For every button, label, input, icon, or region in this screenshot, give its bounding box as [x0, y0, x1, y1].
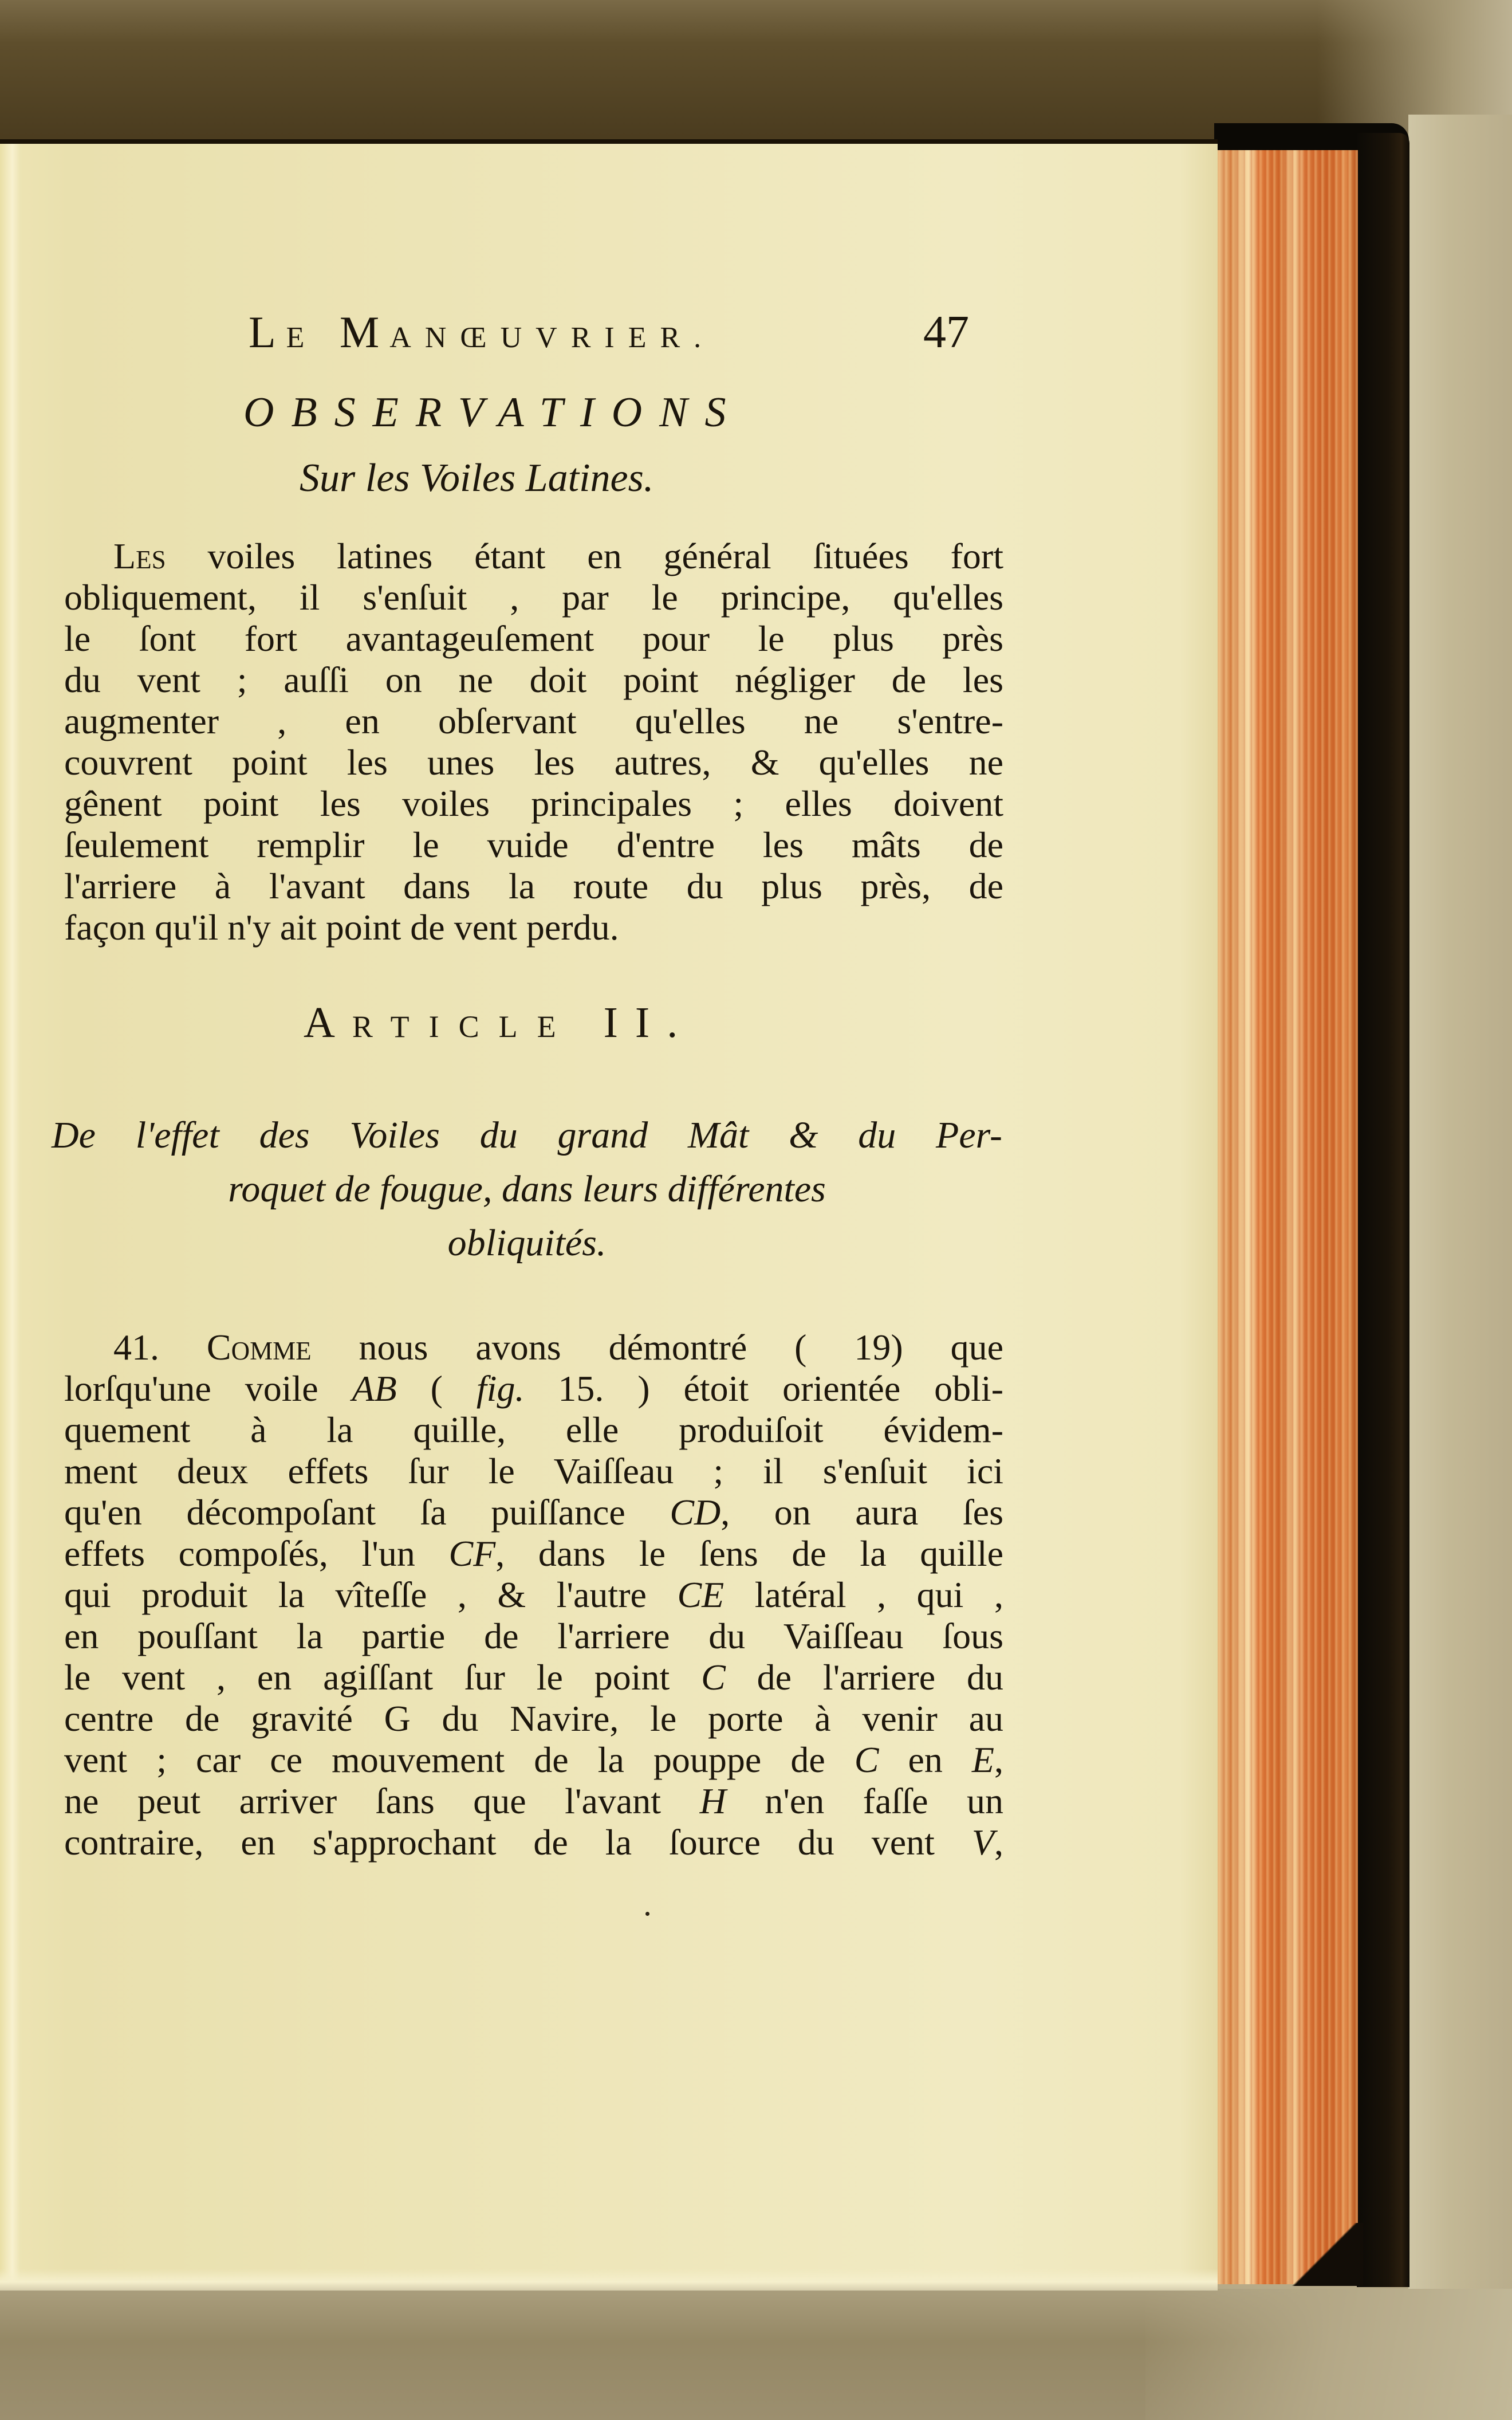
background-top: [0, 0, 1512, 143]
text-line: [64, 1533, 1003, 1574]
line-text: vent ; car ce mouvement de la pouppe de: [64, 1739, 855, 1780]
line-text: 15. ) étoit orientée obli-: [524, 1368, 1004, 1409]
section-heading-line: De l'effet des Voiles du grand Mât & du Per-: [52, 1114, 1002, 1156]
text-line: [64, 1781, 1003, 1822]
page-fore-edge: [1218, 150, 1358, 2284]
line-text: de l'arriere du: [725, 1657, 1003, 1698]
page-top-edge: [0, 139, 1218, 144]
figure-label: AB: [352, 1368, 397, 1409]
figure-label: V: [971, 1822, 994, 1863]
fore-edge-corner: [1283, 2223, 1363, 2286]
line-text: le vent , en agiſſant ſur le point: [64, 1657, 702, 1698]
text-line: façon qu'il n'y ait point de vent perdu.: [64, 907, 619, 948]
line-text: ne peut arriver ſans que l'avant: [64, 1781, 700, 1821]
figure-label: CF: [448, 1533, 496, 1574]
text-line: augmenter , en obſervant qu'elles ne s'entre-: [64, 701, 1003, 741]
article-initial: A: [304, 999, 352, 1047]
running-title: [249, 307, 715, 364]
page-bottom-edge: [0, 2269, 1218, 2291]
figure-label: CE: [677, 1574, 724, 1615]
text-line: centre de gravité G du Navire, le porte à venir au: [64, 1698, 1003, 1739]
text-line: quement à la quille, elle produiſoit évidem-: [64, 1409, 1003, 1450]
line-text: en: [879, 1739, 972, 1780]
line-text: effets compoſés, l'un: [64, 1533, 449, 1574]
line-text: latéral , qui ,: [724, 1574, 1003, 1615]
text-line: le ſont fort avantageuſement pour le plus près: [64, 618, 1003, 659]
running-title-initial-1: L: [249, 307, 286, 357]
figure-reference: fig.: [476, 1368, 525, 1409]
figure-label: C: [854, 1739, 879, 1780]
line-text: voiles latines étant en général ſituées fort: [207, 536, 1003, 576]
line-text: (: [396, 1368, 477, 1409]
line-text: contraire, en s'approchant de la ſource du vent: [64, 1822, 972, 1863]
text-line: en pouſſant la partie de l'arriere du Vaiſſeau ſous: [64, 1616, 1003, 1656]
article-numeral: II.: [603, 999, 695, 1047]
ink-speck: [645, 1912, 649, 1916]
text-line: du vent ; auſſi on ne doit point négliger de les: [64, 659, 1003, 700]
text-line: [64, 1368, 1003, 1409]
book-cover: [1357, 133, 1409, 2287]
text-line: gênent point les voiles principales ; elles doivent: [64, 783, 1003, 824]
figure-label: H: [699, 1781, 726, 1821]
text-line: [64, 1574, 1003, 1616]
article-heading: [304, 997, 695, 1052]
text-line: ſeulement remplir le vuide d'entre les mâts de: [64, 824, 1003, 865]
text-line: obliquement, il s'enſuit , par le principe, qu'elles: [64, 577, 1003, 618]
figure-label: E: [971, 1739, 994, 1780]
line-text: lorſqu'une voile: [64, 1368, 352, 1409]
text-line: ment deux effets ſur le Vaiſſeau ; il s'enſuit ici: [64, 1451, 1003, 1491]
line-text: nous avons démontré ( 19) que: [359, 1327, 1004, 1368]
running-title-initial-2: M: [339, 307, 390, 357]
paragraph-observations: [64, 536, 1003, 948]
paragraph-41: [64, 1327, 1003, 1863]
observations-subtitle: Sur les Voiles Latines.: [300, 456, 654, 500]
line-text: ,: [994, 1739, 1003, 1780]
background-bottom-right: [1145, 2289, 1512, 2420]
text-line: [64, 1657, 1003, 1698]
lead-small-caps: Comme: [206, 1327, 312, 1368]
page-gutter: [0, 144, 21, 2291]
text-line: [64, 1492, 1003, 1533]
text-line: l'arriere à l'avant dans la route du plus près, de: [64, 866, 1003, 906]
figure-label: CD: [670, 1492, 721, 1533]
section-heading: [52, 1109, 1002, 1270]
observations-title: OBSERVATIONS: [243, 389, 743, 436]
section-heading-line: obliquités.: [447, 1222, 607, 1264]
line-text: n'en faſſe un: [726, 1781, 1003, 1821]
text-line: couvrent point les unes les autres, & qu'elles ne: [64, 742, 1003, 783]
article-word: RTICLE: [352, 1009, 576, 1044]
text-line: [64, 1327, 1003, 1368]
line-text: ,: [994, 1822, 1003, 1863]
page-number: 47: [923, 307, 969, 358]
background-right: [1408, 115, 1512, 2305]
line-text: , dans le ſens de la quille: [495, 1533, 1003, 1574]
line-text: qu'en décompoſant ſa puiſſance: [64, 1492, 670, 1533]
line-text: , on aura ſes: [720, 1492, 1003, 1533]
running-title-rest-2: ANŒUVRIER.: [389, 321, 715, 354]
running-title-rest-1: E: [286, 321, 318, 354]
section-heading-line: roquet de fougue, dans leurs différentes: [228, 1168, 826, 1210]
paragraph-number: 41.: [113, 1327, 159, 1368]
text-line: [64, 1739, 1003, 1781]
text-line: [64, 1822, 1003, 1863]
figure-label: C: [701, 1657, 726, 1698]
lead-small-caps: Les: [113, 536, 166, 576]
text-line: [64, 536, 1003, 577]
line-text: qui produit la vîteſſe , & l'autre: [64, 1574, 678, 1615]
